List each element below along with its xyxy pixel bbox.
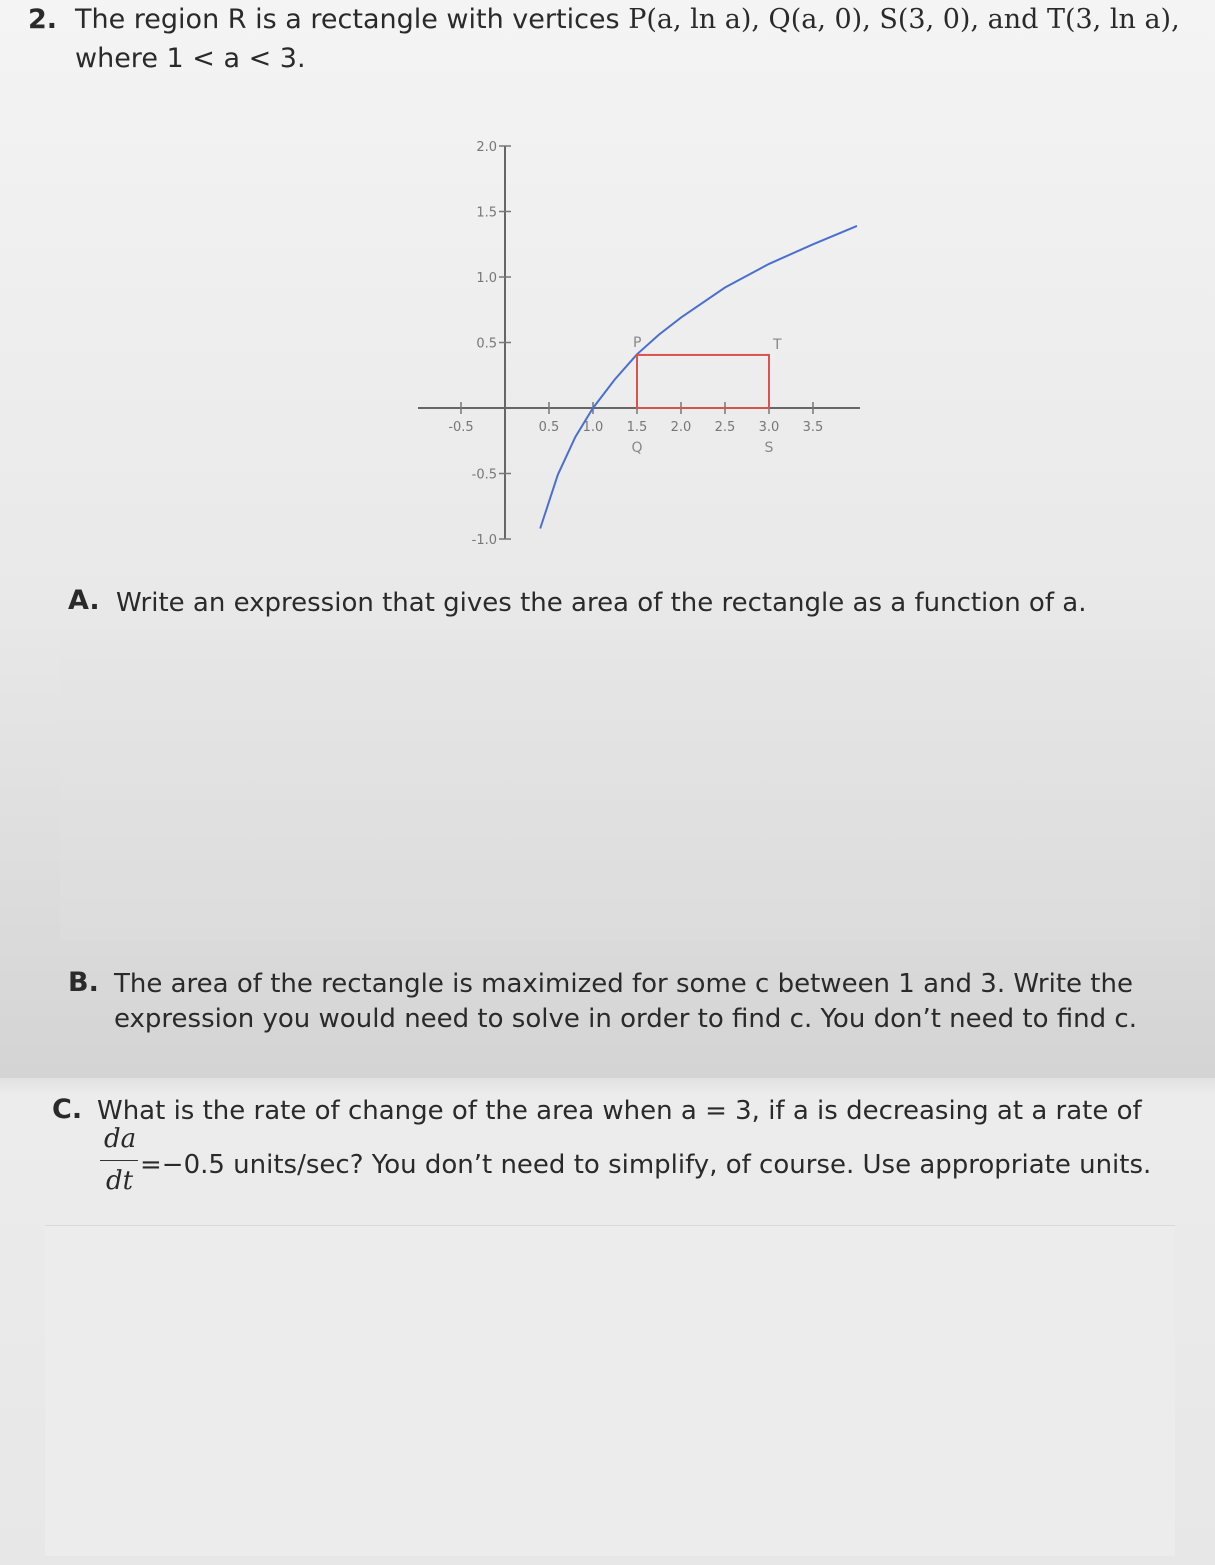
part-b-label: B. [68,967,99,998]
fraction-bar [100,1160,138,1161]
x-tick-label: 1.0 [582,420,604,435]
x-tick-label: 2.0 [670,420,692,435]
question-line-1 [75,4,1180,35]
answer-area-a[interactable] [60,640,1200,940]
part-c-line-2: =−0.5 units/sec? You don’t need to simplify, of course. Use appropriate units. [140,1150,1152,1180]
x-tick-label: 3.5 [802,420,824,435]
answer-area-c[interactable] [45,1225,1175,1556]
part-b-line-1: The area of the rectangle is maximized for some c between 1 and 3. Write the [114,969,1133,999]
part-c-line-1: What is the rate of change of the area when a = 3, if a is decreasing at a rate of [97,1096,1142,1126]
part-a-text: Write an expression that gives the area of the rectangle as a function of a. [116,588,1087,618]
x-tick-label: 3.0 [758,420,780,435]
part-b-line-2: expression you would need to solve in order to find c. You don’t need to find c. [114,1004,1137,1034]
ln-graph [400,130,880,560]
question-vertices: P(a, ln a), Q(a, 0), S(3, 0), and T(3, ln a), [628,4,1180,35]
x-tick-label: 1.5 [626,420,648,435]
y-tick-label: 2.0 [476,140,497,155]
question-line-2: where 1 < a < 3. [75,43,306,74]
y-tick-label: 1.5 [476,205,497,221]
question-intro: The region R is a rectangle with vertices [75,4,629,35]
part-a-label: A. [68,585,100,616]
y-tick-label: 0.5 [476,336,497,352]
point-t-label: T [773,336,782,353]
part-c-label: C. [52,1094,83,1125]
x-tick-label: 0.5 [538,420,560,435]
fraction-numerator: da [104,1124,137,1154]
rectangle-r [637,355,769,408]
point-p-label: P [633,334,642,351]
y-tick-label: 1.0 [476,271,497,286]
question-number: 2. [28,4,58,35]
ln-curve [540,226,857,529]
point-s-label: S [764,440,774,456]
point-q-label: Q [631,440,643,456]
x-tick-label: -0.5 [448,420,474,435]
fraction-denominator: dt [106,1166,134,1196]
x-tick-label: 2.5 [714,420,736,435]
y-tick-label: -0.5 [471,467,497,483]
y-tick-label: -1.0 [471,533,497,548]
